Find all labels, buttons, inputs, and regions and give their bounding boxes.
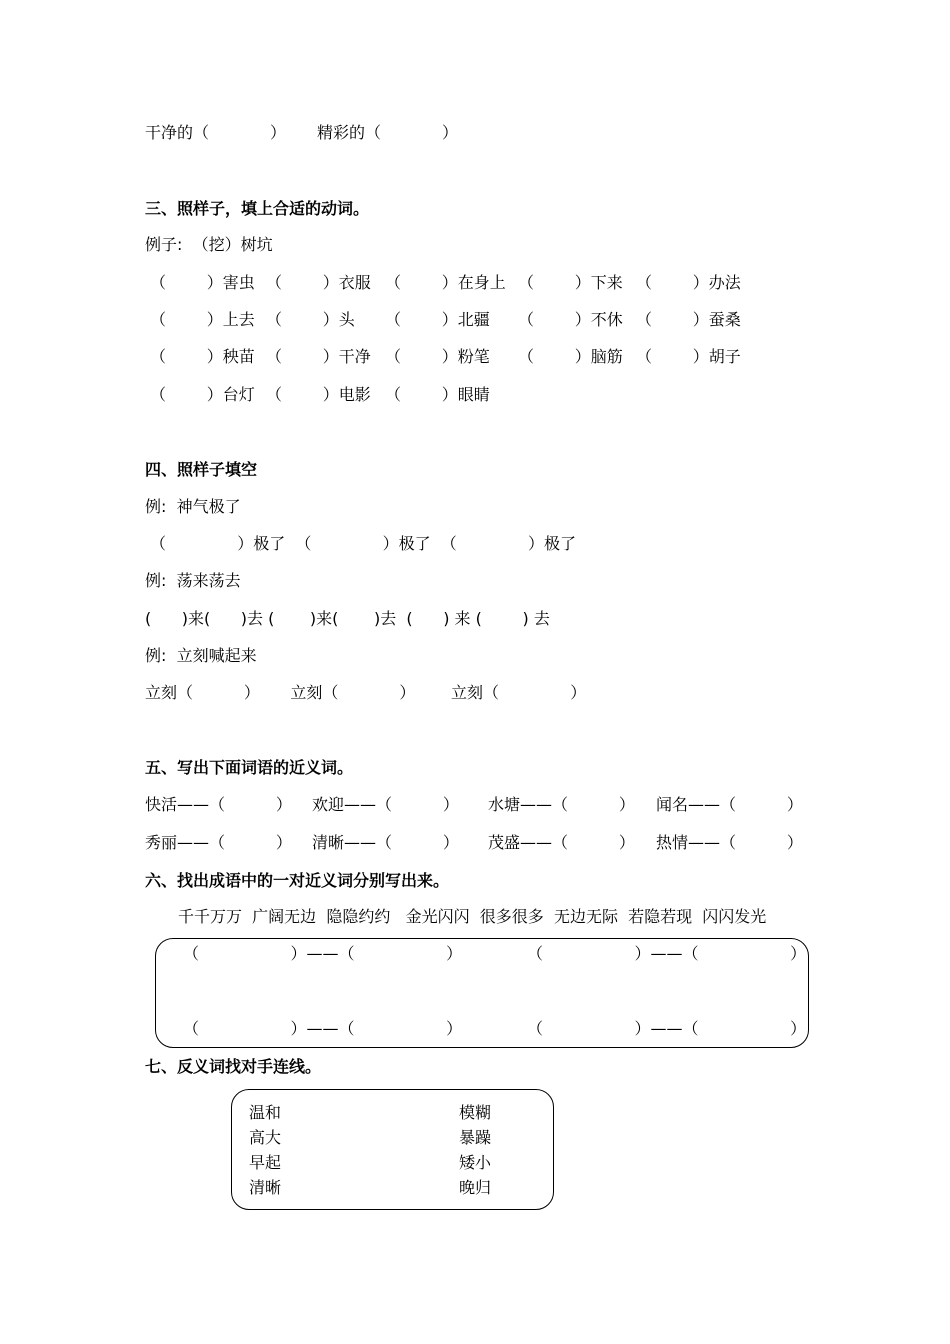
- section7-title: 七、反义词找对手连线。: [145, 1057, 322, 1076]
- verb-blank: （ ）北疆: [385, 310, 490, 329]
- section3-title: 三、照样子，填上合适的动词。: [145, 199, 370, 218]
- section4-line-2: ( )来( )去 ( )来( )去 ( ) 来 ( ) 去: [145, 609, 550, 628]
- synonym-blank: 秀丽——（ ）: [145, 833, 292, 852]
- section4-example-1: 例: 神气极了: [145, 497, 241, 516]
- section4-example-3: 例: 立刻喊起来: [145, 646, 257, 665]
- verb-blank: （ ）台灯: [150, 385, 255, 404]
- fill-item-wonderful: 精彩的（ ）: [317, 123, 459, 142]
- verb-blank: （ ）下来: [518, 273, 623, 292]
- synonym-blank: 闻名——（ ）: [656, 795, 803, 814]
- pair-blank: （ ）——（ ）: [527, 944, 807, 963]
- idiom-list: 千千万万 广阔无边 隐隐约约 金光闪闪 很多很多 无边无际 若隐若现 闪闪发光: [178, 907, 767, 926]
- antonym-right-word: 模糊: [459, 1103, 492, 1122]
- fill-item-clean: 干净的（ ）: [145, 123, 287, 142]
- antonym-left-word: 温和: [249, 1103, 282, 1122]
- section6-title: 六、找出成语中的一对近义词分别写出来。: [145, 871, 450, 890]
- verb-blank: （ ）电影: [266, 385, 371, 404]
- synonym-blank: 清晰——（ ）: [312, 833, 459, 852]
- verb-blank: （ ）眼睛: [385, 385, 490, 404]
- verb-blank: （ ）上去: [150, 310, 255, 329]
- synonym-blank: 茂盛——（ ）: [488, 833, 635, 852]
- verb-blank: （ ）胡子: [636, 347, 741, 366]
- antonym-left-word: 高大: [249, 1128, 282, 1147]
- verb-blank: （ ）不休: [518, 310, 623, 329]
- synonym-blank: 欢迎——（ ）: [312, 795, 459, 814]
- section4-line-3: 立刻（ ） 立刻（ ） 立刻（ ）: [145, 683, 587, 702]
- verb-blank: （ ）干净: [266, 347, 371, 366]
- antonym-left-word: 早起: [249, 1153, 282, 1172]
- antonym-right-word: 晚归: [459, 1178, 492, 1197]
- section3-example: 例子: （挖）树坑: [145, 235, 273, 254]
- antonym-left-word: 清晰: [249, 1178, 282, 1197]
- antonym-right-word: 暴躁: [459, 1128, 492, 1147]
- section4-example-2: 例: 荡来荡去: [145, 571, 241, 590]
- verb-blank: （ ）在身上: [385, 273, 506, 292]
- verb-blank: （ ）脑筋: [518, 347, 623, 366]
- section4-line-1: （ ）极了 （ ）极了 （ ）极了: [150, 534, 576, 553]
- synonym-blank: 热情——（ ）: [656, 833, 803, 852]
- synonym-blank: 快活——（ ）: [145, 795, 292, 814]
- verb-blank: （ ）粉笔: [385, 347, 490, 366]
- pair-blank: （ ）——（ ）: [183, 1019, 463, 1038]
- verb-blank: （ ）头: [266, 310, 355, 329]
- verb-blank: （ ）蚕桑: [636, 310, 741, 329]
- section5-title: 五、写出下面词语的近义词。: [145, 758, 354, 777]
- pair-blank: （ ）——（ ）: [183, 944, 463, 963]
- antonym-right-word: 矮小: [459, 1153, 492, 1172]
- synonym-blank: 水塘——（ ）: [488, 795, 635, 814]
- section4-title: 四、照样子填空: [145, 460, 258, 479]
- verb-blank: （ ）害虫: [150, 273, 255, 292]
- verb-blank: （ ）衣服: [266, 273, 371, 292]
- verb-blank: （ ）秧苗: [150, 347, 255, 366]
- pair-blank: （ ）——（ ）: [527, 1019, 807, 1038]
- verb-blank: （ ）办法: [636, 273, 741, 292]
